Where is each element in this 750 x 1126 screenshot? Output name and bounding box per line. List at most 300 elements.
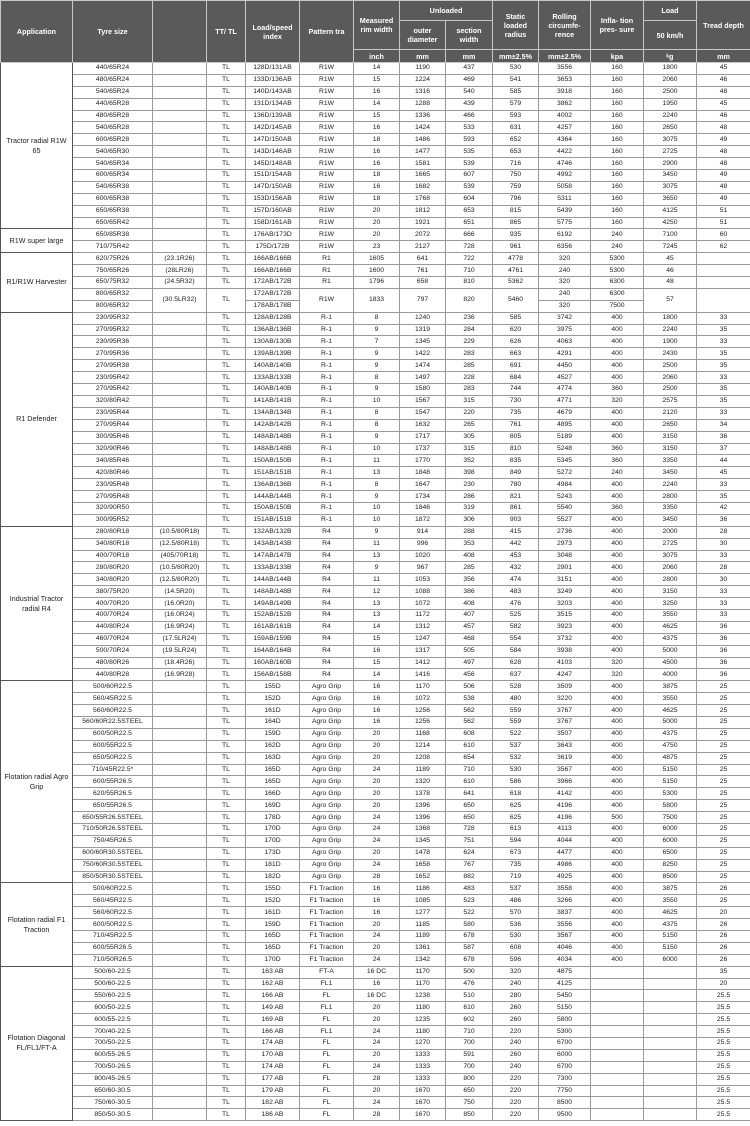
tt-tl-cell: TL bbox=[207, 277, 246, 289]
table-row bbox=[1, 467, 750, 479]
tt-tl-cell: TL bbox=[207, 181, 246, 193]
table-row bbox=[1, 1002, 750, 1014]
pattern-cell: R4 bbox=[300, 538, 354, 550]
load-cell: 2575 bbox=[644, 395, 697, 407]
outer-diameter-cell: 1235 bbox=[400, 1014, 446, 1026]
tread-depth-cell bbox=[697, 288, 750, 312]
load-speed-index-cell: 166D bbox=[246, 788, 300, 800]
header-tyre-size: Tyre size bbox=[73, 1, 153, 63]
static-radius-cell: 4778 bbox=[493, 253, 539, 265]
outer-diameter-cell: 1734 bbox=[400, 491, 446, 503]
tyre-size-cell: 540/65R34 bbox=[73, 158, 153, 170]
load-speed-index-cell: 176AB/173D bbox=[246, 229, 300, 241]
outer-diameter-cell: 1170 bbox=[400, 978, 446, 990]
static-radius-cell: 240 bbox=[493, 1038, 539, 1050]
section-width-cell: 650 bbox=[446, 812, 493, 824]
load-speed-index-cell: 152D bbox=[246, 693, 300, 705]
alt-size-cell bbox=[153, 372, 207, 384]
static-radius-cell: 220 bbox=[493, 1097, 539, 1109]
pattern-cell: R-1 bbox=[300, 455, 354, 467]
alt-size-cell bbox=[153, 491, 207, 503]
tyre-size-cell: 540/65R30 bbox=[73, 146, 153, 158]
tread-depth-cell: 25 bbox=[697, 824, 750, 836]
rim-width-cell: 20 bbox=[354, 229, 400, 241]
section-width-cell: 407 bbox=[446, 609, 493, 621]
pattern-cell: R1W bbox=[300, 205, 354, 217]
rim-width-cell: 1833 bbox=[354, 288, 400, 312]
load-speed-index-cell: 147D/150AB bbox=[246, 134, 300, 146]
rolling-circumference-cell: 4450 bbox=[539, 360, 591, 372]
pattern-cell: R4 bbox=[300, 621, 354, 633]
static-radius-cell: 4761 bbox=[493, 265, 539, 277]
tt-tl-cell: TL bbox=[207, 63, 246, 75]
rolling-circumference-cell: 4527 bbox=[539, 372, 591, 384]
alt-size-cell bbox=[153, 170, 207, 182]
inflation-pressure-cell bbox=[591, 1026, 644, 1038]
tyre-size-cell: 270/95R38 bbox=[73, 360, 153, 372]
static-radius-cell: 453 bbox=[493, 550, 539, 562]
tt-tl-cell: TL bbox=[207, 205, 246, 217]
rolling-circumference-cell: 4895 bbox=[539, 419, 591, 431]
inflation-pressure-cell: 360 bbox=[591, 443, 644, 455]
alt-size-cell bbox=[153, 384, 207, 396]
tt-tl-cell: TL bbox=[207, 931, 246, 943]
alt-size-cell bbox=[153, 395, 207, 407]
inflation-pressure-cell: 400 bbox=[591, 645, 644, 657]
outer-diameter-cell: 1180 bbox=[400, 1026, 446, 1038]
alt-size-cell bbox=[153, 443, 207, 455]
alt-size-cell bbox=[153, 86, 207, 98]
section-width-cell: 352 bbox=[446, 455, 493, 467]
rolling-circumference-cell: 6000 bbox=[539, 1049, 591, 1061]
pattern-cell: R-1 bbox=[300, 395, 354, 407]
rolling-circumference-cell: 5800 bbox=[539, 1014, 591, 1026]
load-speed-index-cell: 128D/131AB bbox=[246, 63, 300, 75]
tyre-size-cell: 400/70R24 bbox=[73, 609, 153, 621]
rim-width-cell: 16 bbox=[354, 86, 400, 98]
rim-width-cell: 14 bbox=[354, 621, 400, 633]
tread-depth-cell: 42 bbox=[697, 502, 750, 514]
table-row bbox=[1, 217, 750, 229]
static-radius-cell: 593 bbox=[493, 110, 539, 122]
tread-depth-cell: 25.5 bbox=[697, 1073, 750, 1085]
load-cell: 2500 bbox=[644, 360, 697, 372]
load-speed-index-cell: 140AB/140B bbox=[246, 360, 300, 372]
load-speed-index-cell: 164AB/164B bbox=[246, 645, 300, 657]
load-cell: 5150 bbox=[644, 942, 697, 954]
inflation-pressure-cell: 320 bbox=[591, 657, 644, 669]
load-speed-index-cell: 149 AB bbox=[246, 1002, 300, 1014]
outer-diameter-cell: 1416 bbox=[400, 669, 446, 681]
tyre-size-cell: 440/65R28 bbox=[73, 98, 153, 110]
tt-tl-cell: TL bbox=[207, 562, 246, 574]
inflation-pressure-cell: 400 bbox=[591, 598, 644, 610]
section-width-cell: 850 bbox=[446, 1109, 493, 1121]
rolling-circumference-cell: 240 bbox=[539, 288, 591, 300]
table-row bbox=[1, 431, 750, 443]
inflation-pressure-cell: 320 bbox=[591, 395, 644, 407]
rim-width-cell: 24 bbox=[354, 812, 400, 824]
rim-width-cell: 15 bbox=[354, 657, 400, 669]
load-cell bbox=[644, 1073, 697, 1085]
load-cell: 3550 bbox=[644, 693, 697, 705]
table-row bbox=[1, 824, 750, 836]
inflation-pressure-cell: 400 bbox=[591, 562, 644, 574]
tyre-size-cell: 500/60R22.5 bbox=[73, 681, 153, 693]
pattern-cell: R1W bbox=[300, 193, 354, 205]
load-cell: 4875 bbox=[644, 752, 697, 764]
header-load: Load bbox=[644, 1, 697, 21]
load-speed-index-cell: 161D bbox=[246, 907, 300, 919]
pattern-cell: R1 bbox=[300, 277, 354, 289]
section-width-cell: 315 bbox=[446, 443, 493, 455]
load-speed-index-cell: 165D bbox=[246, 776, 300, 788]
tyre-size-cell: 230/95R32 bbox=[73, 312, 153, 324]
table-row bbox=[1, 479, 750, 491]
tt-tl-cell: TL bbox=[207, 253, 246, 265]
load-cell: 3150 bbox=[644, 586, 697, 598]
tt-tl-cell: TL bbox=[207, 193, 246, 205]
static-radius-cell: 691 bbox=[493, 360, 539, 372]
load-speed-index-cell: 147AB/147B bbox=[246, 550, 300, 562]
pattern-cell: FL bbox=[300, 1038, 354, 1050]
header-section-width: section width bbox=[446, 21, 493, 50]
table-row bbox=[1, 1109, 750, 1121]
alt-size-cell bbox=[153, 146, 207, 158]
load-speed-index-cell: 182 AB bbox=[246, 1097, 300, 1109]
pattern-cell: FL1 bbox=[300, 978, 354, 990]
outer-diameter-cell: 1020 bbox=[400, 550, 446, 562]
outer-diameter-cell: 1312 bbox=[400, 621, 446, 633]
load-speed-index-cell: 145D/148AB bbox=[246, 158, 300, 170]
load-cell: 2900 bbox=[644, 158, 697, 170]
tt-tl-cell: TL bbox=[207, 502, 246, 514]
static-radius-cell: 805 bbox=[493, 431, 539, 443]
rolling-circumference-cell: 3509 bbox=[539, 681, 591, 693]
tyre-size-cell: 420/80R46 bbox=[73, 467, 153, 479]
rolling-circumference-cell: 3558 bbox=[539, 883, 591, 895]
alt-size-cell bbox=[153, 752, 207, 764]
alt-size-cell bbox=[153, 455, 207, 467]
static-radius-cell: 541 bbox=[493, 74, 539, 86]
alt-size-cell bbox=[153, 514, 207, 526]
rolling-circumference-cell: 4196 bbox=[539, 812, 591, 824]
load-speed-index-cell: 162 AB bbox=[246, 978, 300, 990]
load-speed-index-cell: 178D bbox=[246, 812, 300, 824]
load-cell: 3075 bbox=[644, 134, 697, 146]
rim-width-cell: 16 bbox=[354, 716, 400, 728]
tt-tl-cell: TL bbox=[207, 1085, 246, 1097]
rim-width-cell: 1600 bbox=[354, 265, 400, 277]
rolling-circumference-cell: 4364 bbox=[539, 134, 591, 146]
load-cell: 2725 bbox=[644, 146, 697, 158]
table-row bbox=[1, 134, 750, 146]
tread-depth-cell: 35 bbox=[697, 384, 750, 396]
tread-depth-cell: 49 bbox=[697, 193, 750, 205]
value-cell: 178AB/178B bbox=[246, 300, 300, 312]
alt-size-cell bbox=[153, 1014, 207, 1026]
rolling-circumference-cell: 3923 bbox=[539, 621, 591, 633]
load-cell: 3450 bbox=[644, 170, 697, 182]
tt-tl-cell: TL bbox=[207, 1038, 246, 1050]
outer-diameter-cell: 1342 bbox=[400, 954, 446, 966]
static-radius-cell: 821 bbox=[493, 491, 539, 503]
tt-tl-cell: TL bbox=[207, 812, 246, 824]
static-radius-cell: 719 bbox=[493, 871, 539, 883]
section-width-cell: 353 bbox=[446, 538, 493, 550]
outer-diameter-cell: 1317 bbox=[400, 645, 446, 657]
tyre-size-cell: 270/95R42 bbox=[73, 384, 153, 396]
pattern-cell: R4 bbox=[300, 657, 354, 669]
load-cell: 3075 bbox=[644, 550, 697, 562]
section-width-cell: 284 bbox=[446, 324, 493, 336]
rim-width-cell: 24 bbox=[354, 764, 400, 776]
tread-depth-cell: 60 bbox=[697, 229, 750, 241]
header-unit: inch bbox=[354, 50, 400, 63]
static-radius-cell: 537 bbox=[493, 883, 539, 895]
section-width-cell: 653 bbox=[446, 205, 493, 217]
pattern-cell: R4 bbox=[300, 586, 354, 598]
outer-diameter-cell: 1486 bbox=[400, 134, 446, 146]
outer-diameter-cell: 1247 bbox=[400, 633, 446, 645]
alt-size-cell bbox=[153, 800, 207, 812]
inflation-pressure-cell: 400 bbox=[591, 633, 644, 645]
section-width-cell: 580 bbox=[446, 919, 493, 931]
outer-diameter-cell: 1368 bbox=[400, 824, 446, 836]
tyre-size-cell: 600/55R22.5 bbox=[73, 740, 153, 752]
tread-depth-cell: 25 bbox=[697, 740, 750, 752]
tread-depth-cell: 30 bbox=[697, 538, 750, 550]
outer-diameter-cell: 797 bbox=[400, 288, 446, 312]
alt-size-cell bbox=[153, 764, 207, 776]
rim-width-cell: 24 bbox=[354, 824, 400, 836]
tread-depth-cell: 35 bbox=[697, 395, 750, 407]
static-radius-cell: 735 bbox=[493, 859, 539, 871]
header-rim-width: Measured rim width bbox=[354, 1, 400, 50]
rim-width-cell: 24 bbox=[354, 1061, 400, 1073]
rolling-circumference-cell: 4992 bbox=[539, 170, 591, 182]
tread-depth-cell: 48 bbox=[697, 122, 750, 134]
static-radius-cell: 625 bbox=[493, 812, 539, 824]
application-cell: Flotation radial F1 Traction bbox=[1, 883, 73, 966]
alt-size-cell: (19.5LR24) bbox=[153, 645, 207, 657]
load-speed-index-cell: 173D bbox=[246, 847, 300, 859]
tread-depth-cell: 36 bbox=[697, 645, 750, 657]
pattern-cell: R-1 bbox=[300, 419, 354, 431]
tread-depth-cell: 48 bbox=[697, 146, 750, 158]
static-radius-cell: 220 bbox=[493, 1026, 539, 1038]
load-speed-index-cell: 158D/161AB bbox=[246, 217, 300, 229]
static-radius-cell: 730 bbox=[493, 395, 539, 407]
outer-diameter-cell: 1170 bbox=[400, 966, 446, 978]
rim-width-cell: 16 bbox=[354, 146, 400, 158]
tyre-size-cell: 800/65R32 bbox=[73, 288, 153, 300]
outer-diameter-cell: 1581 bbox=[400, 158, 446, 170]
pattern-cell: FL bbox=[300, 1085, 354, 1097]
static-radius-cell: 528 bbox=[493, 681, 539, 693]
tt-tl-cell: TL bbox=[207, 645, 246, 657]
rolling-circumference-cell: 3556 bbox=[539, 919, 591, 931]
pattern-cell: F1 Traction bbox=[300, 895, 354, 907]
load-speed-index-cell: 150AB/150B bbox=[246, 455, 300, 467]
tyre-size-cell: 600/55-26.5 bbox=[73, 1049, 153, 1061]
rolling-circumference-cell: 3643 bbox=[539, 740, 591, 752]
rolling-circumference-cell: 3918 bbox=[539, 86, 591, 98]
alt-size-cell bbox=[153, 716, 207, 728]
section-width-cell: 591 bbox=[446, 1049, 493, 1061]
alt-size-cell bbox=[153, 847, 207, 859]
static-radius-cell: 582 bbox=[493, 621, 539, 633]
inflation-pressure-cell: 360 bbox=[591, 455, 644, 467]
alt-size-cell bbox=[153, 824, 207, 836]
load-cell: 3150 bbox=[644, 443, 697, 455]
tread-depth-cell: 25.5 bbox=[697, 1085, 750, 1097]
inflation-pressure-cell: 160 bbox=[591, 110, 644, 122]
tyre-size-cell: 850/50-30.5 bbox=[73, 1109, 153, 1121]
rim-width-cell: 15 bbox=[354, 633, 400, 645]
table-row bbox=[1, 1026, 750, 1038]
load-cell: 3075 bbox=[644, 181, 697, 193]
load-cell: 57 bbox=[644, 288, 697, 312]
outer-diameter-cell: 1088 bbox=[400, 586, 446, 598]
rolling-circumference-cell: 3837 bbox=[539, 907, 591, 919]
inflation-pressure-cell bbox=[591, 1073, 644, 1085]
section-width-cell: 285 bbox=[446, 360, 493, 372]
application-cell: Flotation Diagonal FL/FL1/FT-A bbox=[1, 966, 73, 1121]
table-row bbox=[1, 1014, 750, 1026]
rim-width-cell: 10 bbox=[354, 443, 400, 455]
load-cell: 6000 bbox=[644, 954, 697, 966]
table-row bbox=[1, 181, 750, 193]
rim-width-cell: 28 bbox=[354, 1073, 400, 1085]
static-radius-cell: 716 bbox=[493, 158, 539, 170]
tt-tl-cell: TL bbox=[207, 895, 246, 907]
load-speed-index-cell: 159D bbox=[246, 919, 300, 931]
rim-width-cell: 20 bbox=[354, 847, 400, 859]
inflation-pressure-cell bbox=[591, 1049, 644, 1061]
load-cell: 2240 bbox=[644, 110, 697, 122]
outer-diameter-cell: 967 bbox=[400, 562, 446, 574]
tread-depth-cell: 25 bbox=[697, 681, 750, 693]
tyre-size-cell: 650/50R22.5 bbox=[73, 752, 153, 764]
static-radius-cell: 903 bbox=[493, 514, 539, 526]
tt-tl-cell: TL bbox=[207, 716, 246, 728]
load-speed-index-cell: 182D bbox=[246, 871, 300, 883]
table-row bbox=[1, 122, 750, 134]
load-cell: 6000 bbox=[644, 824, 697, 836]
rolling-circumference-cell: 3567 bbox=[539, 764, 591, 776]
outer-diameter-cell: 914 bbox=[400, 526, 446, 538]
pattern-cell: FL bbox=[300, 1049, 354, 1061]
rolling-circumference-cell: 4679 bbox=[539, 407, 591, 419]
load-speed-index-cell: 153D/156AB bbox=[246, 193, 300, 205]
inflation-pressure-cell: 400 bbox=[591, 586, 644, 598]
inflation-pressure-cell: 240 bbox=[591, 467, 644, 479]
load-speed-index-cell: 166AB/166B bbox=[246, 253, 300, 265]
static-radius-cell: 280 bbox=[493, 990, 539, 1002]
outer-diameter-cell: 1921 bbox=[400, 217, 446, 229]
outer-diameter-cell: 1412 bbox=[400, 657, 446, 669]
rim-width-cell: 20 bbox=[354, 740, 400, 752]
value-cell: 800/65R32 bbox=[73, 300, 153, 312]
pattern-cell: F1 Traction bbox=[300, 931, 354, 943]
rim-width-cell: 16 bbox=[354, 122, 400, 134]
section-width-cell: 608 bbox=[446, 728, 493, 740]
rolling-circumference-cell: 4774 bbox=[539, 384, 591, 396]
static-radius-cell: 537 bbox=[493, 740, 539, 752]
table-row bbox=[1, 716, 750, 728]
inflation-pressure-cell bbox=[591, 1085, 644, 1097]
section-width-cell: 476 bbox=[446, 978, 493, 990]
inflation-pressure-cell: 400 bbox=[591, 348, 644, 360]
load-speed-index-cell: 147D/150AB bbox=[246, 181, 300, 193]
tt-tl-cell: TL bbox=[207, 265, 246, 277]
alt-size-cell: (405/70R18) bbox=[153, 550, 207, 562]
pattern-cell: Agro Grip bbox=[300, 859, 354, 871]
inflation-pressure-cell: 400 bbox=[591, 360, 644, 372]
table-row bbox=[1, 645, 750, 657]
section-width-cell: 700 bbox=[446, 1038, 493, 1050]
table-row bbox=[1, 598, 750, 610]
tt-tl-cell: TL bbox=[207, 479, 246, 491]
rim-width-cell: 13 bbox=[354, 609, 400, 621]
tyre-size-cell: 320/90R46 bbox=[73, 443, 153, 455]
tyre-size-cell: 650/65R42 bbox=[73, 217, 153, 229]
table-row bbox=[1, 740, 750, 752]
tt-tl-cell: TL bbox=[207, 395, 246, 407]
outer-diameter-cell: 1345 bbox=[400, 336, 446, 348]
rim-width-cell: 8 bbox=[354, 372, 400, 384]
rolling-circumference-cell: 7750 bbox=[539, 1085, 591, 1097]
rim-width-cell: 24 bbox=[354, 1097, 400, 1109]
section-width-cell: 820 bbox=[446, 288, 493, 312]
inflation-pressure-cell: 400 bbox=[591, 407, 644, 419]
header-load-speed-index: Load/speed index bbox=[246, 1, 300, 63]
outer-diameter-cell: 1497 bbox=[400, 372, 446, 384]
tt-tl-cell: TL bbox=[207, 348, 246, 360]
table-row bbox=[1, 86, 750, 98]
alt-size-cell bbox=[153, 1049, 207, 1061]
section-width-cell: 610 bbox=[446, 740, 493, 752]
alt-size-cell bbox=[153, 467, 207, 479]
table-row bbox=[1, 883, 750, 895]
rolling-circumference-cell: 3048 bbox=[539, 550, 591, 562]
alt-size-cell bbox=[153, 181, 207, 193]
pattern-cell: Agro Grip bbox=[300, 752, 354, 764]
alt-size-cell: (18.4R26) bbox=[153, 657, 207, 669]
outer-diameter-cell: 1240 bbox=[400, 312, 446, 324]
tread-depth-cell: 25 bbox=[697, 705, 750, 717]
pattern-cell: R4 bbox=[300, 645, 354, 657]
inflation-pressure-cell bbox=[591, 1002, 644, 1014]
tyre-size-cell: 620/55R26.5 bbox=[73, 788, 153, 800]
load-cell bbox=[644, 966, 697, 978]
tt-tl-cell: TL bbox=[207, 170, 246, 182]
table-row bbox=[1, 360, 750, 372]
outer-diameter-cell: 1320 bbox=[400, 776, 446, 788]
outer-diameter-cell: 1189 bbox=[400, 764, 446, 776]
rim-width-cell: 8 bbox=[354, 312, 400, 324]
tt-tl-cell: TL bbox=[207, 824, 246, 836]
tt-tl-cell: TL bbox=[207, 966, 246, 978]
table-row bbox=[1, 705, 750, 717]
table-row bbox=[1, 954, 750, 966]
outer-diameter-cell: 1580 bbox=[400, 384, 446, 396]
tt-tl-cell: TL bbox=[207, 859, 246, 871]
tyre-size-cell: 480/65R24 bbox=[73, 74, 153, 86]
static-radius-cell: 530 bbox=[493, 931, 539, 943]
application-cell: Flotation radial Agro Grip bbox=[1, 681, 73, 883]
